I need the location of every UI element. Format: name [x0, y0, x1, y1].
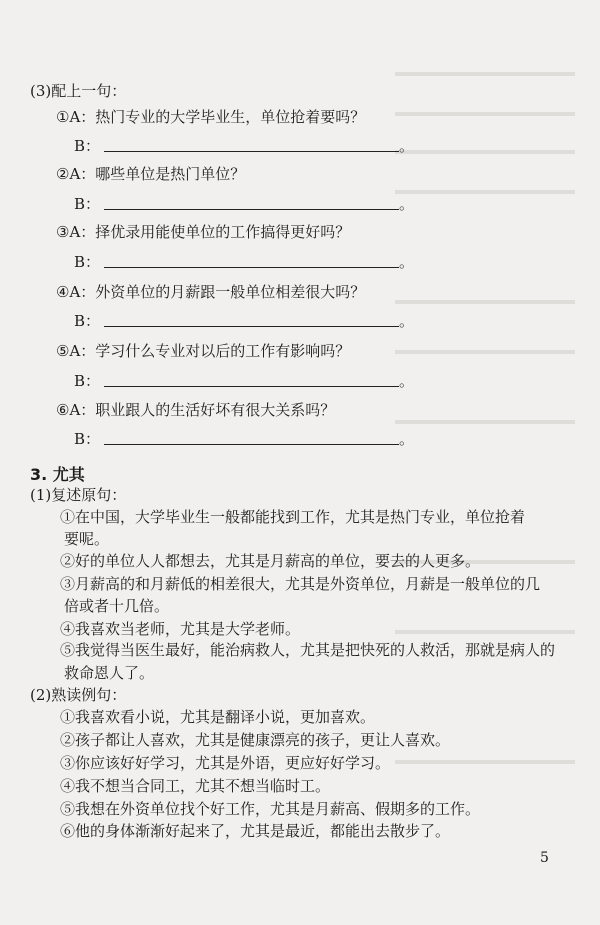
answer-blank-1[interactable] [104, 151, 399, 152]
sentence-line: ②好的单位人人都想去，尤其是月薪高的单位，要去的人更多。 [60, 552, 481, 570]
answer-blank-4[interactable] [104, 326, 399, 327]
answer-blank-5[interactable] [104, 386, 399, 387]
question-5: ⑤A：学习什么专业对以后的工作有影响吗？ [56, 342, 351, 360]
sentence-line: 救命恩人了。 [64, 664, 155, 682]
example-line: ③你应该好好学习，尤其是外语，更应好好学习。 [60, 754, 391, 772]
answer-end-6: 。 [399, 430, 415, 448]
bleed-through-mark [395, 190, 575, 194]
section-3-heading: 3. 尤其 [30, 465, 85, 484]
answer-label-5: B： [74, 372, 101, 390]
question-1: ①A：热门专业的大学毕业生，单位抢着要吗？ [56, 108, 366, 126]
question-4: ④A：外资单位的月薪跟一般单位相差很大吗？ [56, 283, 366, 301]
answer-label-1: B： [74, 137, 101, 155]
answer-blank-3[interactable] [104, 267, 399, 268]
section-title: (3)配上一句： [30, 82, 127, 100]
answer-label-2: B： [74, 195, 101, 213]
question-6: ⑥A：职业跟人的生活好坏有很大关系吗？ [56, 401, 336, 419]
bleed-through-mark [395, 760, 575, 764]
bleed-through-mark [395, 630, 575, 634]
answer-end-2: 。 [399, 195, 415, 213]
bleed-through-mark [395, 420, 575, 424]
bleed-through-mark [395, 350, 575, 354]
answer-label-4: B： [74, 312, 101, 330]
subsection-title: (1)复述原句： [30, 486, 127, 504]
sentence-line: ①在中国，大学毕业生一般都能找到工作，尤其是热门专业，单位抢着 [60, 508, 526, 526]
answer-blank-2[interactable] [104, 209, 399, 210]
sentence-line: ④我喜欢当老师，尤其是大学老师。 [60, 620, 301, 638]
answer-end-3: 。 [399, 253, 415, 271]
answer-end-1: 。 [399, 137, 415, 155]
answer-end-4: 。 [399, 312, 415, 330]
bleed-through-mark [395, 300, 575, 304]
sentence-line: 倍或者十几倍。 [64, 597, 170, 615]
question-3: ③A：择优录用能使单位的工作搞得更好吗？ [56, 223, 351, 241]
question-2: ②A：哪些单位是热门单位？ [56, 165, 246, 183]
sentence-line: ⑤我觉得当医生最好，能治病救人，尤其是把快死的人救活，那就是病人的 [60, 641, 556, 659]
bleed-through-mark [395, 72, 575, 76]
example-line: ①我喜欢看小说，尤其是翻译小说，更加喜欢。 [60, 708, 376, 726]
answer-end-5: 。 [399, 372, 415, 390]
example-line: ⑤我想在外资单位找个好工作，尤其是月薪高、假期多的工作。 [60, 800, 481, 818]
answer-label-6: B： [74, 430, 101, 448]
example-line: ④我不想当合同工，尤其不想当临时工。 [60, 777, 331, 795]
page-number: 5 [540, 850, 549, 866]
subsection-title: (2)熟读例句： [30, 686, 127, 704]
bleed-through-mark [395, 112, 575, 116]
answer-blank-6[interactable] [104, 444, 399, 445]
example-line: ②孩子都让人喜欢，尤其是健康漂亮的孩子，更让人喜欢。 [60, 731, 451, 749]
answer-label-3: B： [74, 253, 101, 271]
sentence-line: ③月薪高的和月薪低的相差很大，尤其是外资单位，月薪是一般单位的几 [60, 575, 541, 593]
sentence-line: 要呢。 [64, 530, 110, 548]
bleed-through-mark [395, 150, 575, 154]
example-line: ⑥他的身体渐渐好起来了，尤其是最近，都能出去散步了。 [60, 822, 451, 840]
